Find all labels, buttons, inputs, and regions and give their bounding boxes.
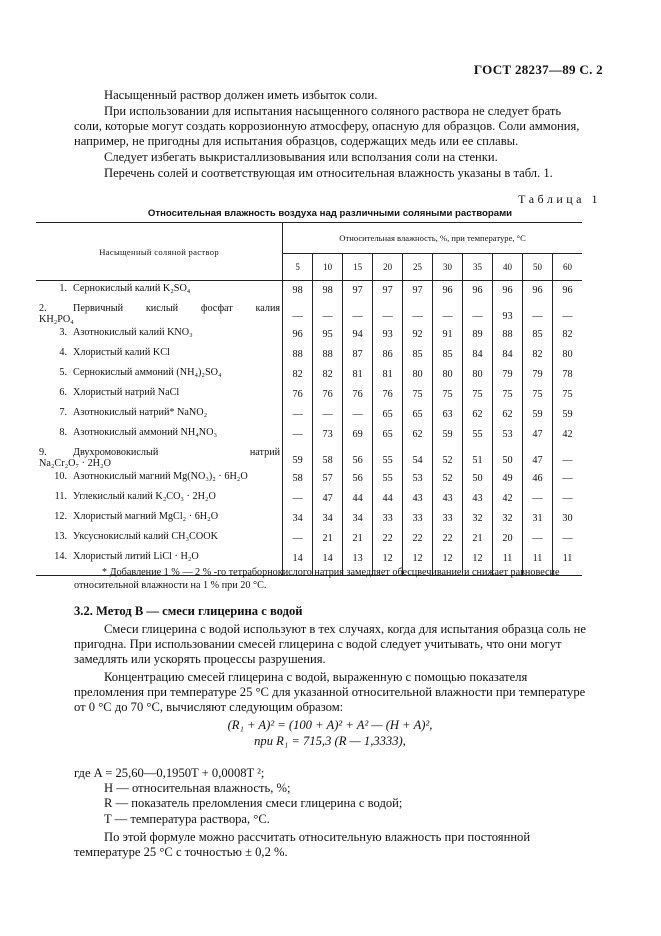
humidity-value: 43 bbox=[433, 489, 463, 509]
humidity-value: 51 bbox=[463, 445, 493, 469]
humidity-value: 47 bbox=[313, 489, 343, 509]
humidity-value: 92 bbox=[403, 325, 433, 345]
humidity-value: — bbox=[283, 489, 313, 509]
humidity-value: — bbox=[283, 529, 313, 549]
humidity-value: 13 bbox=[343, 549, 373, 576]
salt-name: Сернокислый калий K₂SO₄ bbox=[73, 283, 191, 294]
humidity-value: 52 bbox=[433, 445, 463, 469]
salt-name-cell bbox=[36, 529, 283, 549]
humidity-value: 76 bbox=[283, 385, 313, 405]
humidity-value: 73 bbox=[313, 425, 343, 445]
humidity-value: 22 bbox=[433, 529, 463, 549]
table-row bbox=[36, 345, 582, 365]
humidity-value: 96 bbox=[523, 281, 553, 302]
salt-name-cell bbox=[36, 325, 283, 345]
humidity-value: 65 bbox=[373, 425, 403, 445]
table-row bbox=[36, 301, 582, 325]
humidity-value: 44 bbox=[343, 489, 373, 509]
legend-h: H — относительная влажность, %; bbox=[104, 781, 291, 796]
humidity-value: — bbox=[403, 301, 433, 325]
humidity-value: — bbox=[283, 425, 313, 445]
humidity-value: 75 bbox=[552, 385, 582, 405]
humidity-value: 21 bbox=[343, 529, 373, 549]
humidity-value: 43 bbox=[403, 489, 433, 509]
humidity-value: 52 bbox=[433, 469, 463, 489]
row-number: 4. bbox=[59, 347, 67, 358]
humidity-value: 11 bbox=[493, 549, 523, 576]
humidity-value: — bbox=[552, 489, 582, 509]
table-row bbox=[36, 425, 582, 445]
humidity-value: 80 bbox=[463, 365, 493, 385]
humidity-value: 75 bbox=[433, 385, 463, 405]
temperature-header: 10 bbox=[313, 254, 343, 281]
humidity-value: 97 bbox=[373, 281, 403, 302]
humidity-value: 88 bbox=[283, 345, 313, 365]
humidity-value: 76 bbox=[373, 385, 403, 405]
humidity-value: 22 bbox=[373, 529, 403, 549]
humidity-value: 47 bbox=[523, 425, 553, 445]
paragraph-table-ref: Перечень солей и соответствующая им относительная влажность указаны в табл. 1. bbox=[104, 166, 553, 180]
humidity-value: 96 bbox=[433, 281, 463, 302]
paragraph-saturated: Насыщенный раствор должен иметь избыток соли. bbox=[104, 88, 378, 102]
salt-name-cell bbox=[36, 385, 283, 405]
humidity-value: 50 bbox=[463, 469, 493, 489]
formula-legend bbox=[74, 766, 586, 827]
humidity-value: 86 bbox=[373, 345, 403, 365]
column-header-humidity-group: Относительная влажность, %, при температуре, °С bbox=[283, 223, 582, 254]
humidity-value: 62 bbox=[463, 405, 493, 425]
humidity-value: 14 bbox=[283, 549, 313, 576]
row-number: 3. bbox=[59, 327, 67, 338]
humidity-value: 75 bbox=[463, 385, 493, 405]
humidity-value: — bbox=[433, 301, 463, 325]
humidity-value: 75 bbox=[493, 385, 523, 405]
humidity-value: 93 bbox=[493, 301, 523, 325]
table-row bbox=[36, 385, 582, 405]
humidity-value: 30 bbox=[552, 509, 582, 529]
humidity-value: 55 bbox=[373, 469, 403, 489]
column-header-solution: Насыщенный соляной раствор bbox=[36, 223, 283, 281]
humidity-value: 11 bbox=[552, 549, 582, 576]
humidity-value: 32 bbox=[493, 509, 523, 529]
humidity-value: 80 bbox=[433, 365, 463, 385]
salt-name: Хлористый магний MgCl₂ · 6H₂O bbox=[73, 511, 219, 522]
humidity-value: 21 bbox=[463, 529, 493, 549]
temperature-header: 60 bbox=[552, 254, 582, 281]
row-number: 12. bbox=[54, 511, 67, 522]
salt-name-cell bbox=[36, 509, 283, 529]
salt-name-cell bbox=[36, 469, 283, 489]
temperature-header: 5 bbox=[283, 254, 313, 281]
salt-name: Азотнокислый натрий* NaNO₂ bbox=[73, 407, 208, 418]
table-row bbox=[36, 281, 582, 302]
salt-name-cell bbox=[36, 489, 283, 509]
humidity-value: 75 bbox=[403, 385, 433, 405]
humidity-value: 56 bbox=[343, 445, 373, 469]
paragraph-crystallization: Следует избегать выкристаллизовывания или всползания соли на стенки. bbox=[104, 150, 498, 164]
humidity-value: — bbox=[552, 469, 582, 489]
salt-name: Азотнокислый магний Mg(NO₃)₂ · 6H₂O bbox=[73, 471, 248, 482]
humidity-value: — bbox=[552, 529, 582, 549]
humidity-value: 97 bbox=[403, 281, 433, 302]
salt-name-cell bbox=[36, 281, 283, 302]
table-caption: Относительная влажность воздуха над различными соляными растворами bbox=[147, 208, 513, 219]
salt-name: Хлористый литий LiCl · H₂O bbox=[73, 551, 199, 562]
humidity-value: 82 bbox=[313, 365, 343, 385]
salt-name-cell bbox=[36, 405, 283, 425]
humidity-value: — bbox=[283, 301, 313, 325]
temperature-header: 35 bbox=[463, 254, 493, 281]
humidity-value: 85 bbox=[523, 325, 553, 345]
humidity-value: 94 bbox=[343, 325, 373, 345]
paragraph-accuracy: По этой формуле можно рассчитать относительную влажность при постоянной температуре 25 °С с точностью ± 0,2 %. bbox=[74, 830, 531, 860]
row-number: 6. bbox=[59, 387, 67, 398]
humidity-value: 59 bbox=[523, 405, 553, 425]
humidity-value: 12 bbox=[433, 549, 463, 576]
formula-condition: при R₁ = 715,3 (R — 1,3333), bbox=[254, 734, 406, 748]
humidity-value: — bbox=[343, 301, 373, 325]
table-row bbox=[36, 405, 582, 425]
paragraph-salt-usage: При использовании для испытания насыщенного соляного раствора не следует брать соли, которые могут создать коррозионную атмосферу, опасную для образцов. Соли аммония, например, не пригодны для испытания образцов, содержащих медь или ее сплавы. bbox=[74, 104, 580, 149]
page-header: ГОСТ 28237—89 С. 2 bbox=[473, 62, 603, 77]
table-row bbox=[36, 445, 582, 469]
salt-name: Хлористый натрий NaCl bbox=[73, 387, 180, 398]
humidity-value: 59 bbox=[283, 445, 313, 469]
legend-t: T — температура раствора, °С. bbox=[104, 811, 270, 826]
humidity-value: 91 bbox=[433, 325, 463, 345]
salt-name: Азотнокислый аммоний NH₄NO₃ bbox=[73, 427, 218, 438]
row-number: 10. bbox=[54, 471, 67, 482]
humidity-value: 96 bbox=[283, 325, 313, 345]
humidity-value: 76 bbox=[313, 385, 343, 405]
humidity-value: 12 bbox=[463, 549, 493, 576]
table-row bbox=[36, 529, 582, 549]
humidity-value: 14 bbox=[313, 549, 343, 576]
salt-name-cell bbox=[36, 425, 283, 445]
salt-name-cell bbox=[36, 345, 283, 365]
humidity-value: — bbox=[313, 301, 343, 325]
humidity-value: 80 bbox=[403, 365, 433, 385]
salt-name: Сернокислый аммоний (NH₄)₂SO₄ bbox=[73, 367, 222, 378]
humidity-value: 80 bbox=[552, 345, 582, 365]
humidity-value: 46 bbox=[523, 469, 553, 489]
legend-a: где A = 25,60—0,1950T + 0,0008T ²; bbox=[74, 766, 265, 780]
humidity-value: 84 bbox=[463, 345, 493, 365]
humidity-value: 34 bbox=[283, 509, 313, 529]
humidity-value: — bbox=[373, 301, 403, 325]
humidity-value: 47 bbox=[523, 445, 553, 469]
humidity-value: 95 bbox=[313, 325, 343, 345]
humidity-value: 42 bbox=[493, 489, 523, 509]
humidity-value: 89 bbox=[463, 325, 493, 345]
humidity-value: — bbox=[552, 301, 582, 325]
humidity-value: 97 bbox=[343, 281, 373, 302]
humidity-value: 96 bbox=[463, 281, 493, 302]
humidity-value: 88 bbox=[493, 325, 523, 345]
humidity-value: 33 bbox=[403, 509, 433, 529]
table-footnote: * Добавление 1 % — 2 % -го тетраборнокислого натрия замедляет обесцвечивание и снижает равновесие относительной влажности на 1 % при 20 °С. bbox=[74, 567, 560, 591]
table-row bbox=[36, 509, 582, 529]
humidity-value: 65 bbox=[373, 405, 403, 425]
temperature-header: 30 bbox=[433, 254, 463, 281]
legend-r: R — показатель преломления смеси глицерина с водой; bbox=[104, 796, 403, 811]
salt-formula: Na₂Cr₂O₇ · 2H₂O bbox=[39, 458, 111, 469]
humidity-value: 62 bbox=[493, 405, 523, 425]
humidity-value: 79 bbox=[523, 365, 553, 385]
humidity-value: 21 bbox=[313, 529, 343, 549]
temperature-header: 25 bbox=[403, 254, 433, 281]
humidity-value: 81 bbox=[343, 365, 373, 385]
humidity-value: — bbox=[523, 301, 553, 325]
humidity-value: 88 bbox=[313, 345, 343, 365]
humidity-value: 98 bbox=[313, 281, 343, 302]
temperature-header: 20 bbox=[373, 254, 403, 281]
salt-name: Первичный кислый фосфат калия bbox=[73, 303, 281, 314]
salt-name: Азотнокислый калий KNO₃ bbox=[73, 327, 193, 338]
humidity-value: 55 bbox=[373, 445, 403, 469]
humidity-value: 63 bbox=[433, 405, 463, 425]
humidity-value: — bbox=[283, 405, 313, 425]
table-row bbox=[36, 469, 582, 489]
humidity-value: 58 bbox=[313, 445, 343, 469]
humidity-value: 44 bbox=[373, 489, 403, 509]
temperature-header: 50 bbox=[523, 254, 553, 281]
humidity-value: 53 bbox=[403, 469, 433, 489]
salt-name: Двухромовокислый натрий bbox=[73, 447, 281, 458]
humidity-value: 76 bbox=[343, 385, 373, 405]
humidity-value: 85 bbox=[433, 345, 463, 365]
humidity-value: 11 bbox=[523, 549, 553, 576]
row-number: 5. bbox=[59, 367, 67, 378]
humidity-value: 42 bbox=[552, 425, 582, 445]
salt-name: Уксуснокислый калий CH₃COOK bbox=[73, 531, 218, 542]
humidity-value: 12 bbox=[373, 549, 403, 576]
humidity-value: 82 bbox=[552, 325, 582, 345]
humidity-value: — bbox=[313, 405, 343, 425]
salt-name-cell bbox=[36, 301, 283, 325]
humidity-value: 55 bbox=[463, 425, 493, 445]
humidity-value: 59 bbox=[552, 405, 582, 425]
humidity-value: 32 bbox=[463, 509, 493, 529]
row-number: 14. bbox=[54, 551, 67, 562]
humidity-value: — bbox=[343, 405, 373, 425]
humidity-value: 93 bbox=[373, 325, 403, 345]
humidity-value: 33 bbox=[373, 509, 403, 529]
table-row bbox=[36, 489, 582, 509]
section-heading: 3.2. Метод В — смеси глицерина с водой bbox=[74, 604, 303, 618]
humidity-value: 53 bbox=[493, 425, 523, 445]
table-row bbox=[36, 325, 582, 345]
humidity-value: 58 bbox=[283, 469, 313, 489]
temperature-header: 40 bbox=[493, 254, 523, 281]
humidity-value: 65 bbox=[403, 405, 433, 425]
humidity-table bbox=[36, 222, 582, 576]
humidity-value: 56 bbox=[343, 469, 373, 489]
humidity-value: 20 bbox=[493, 529, 523, 549]
humidity-value: 50 bbox=[493, 445, 523, 469]
humidity-value: 79 bbox=[493, 365, 523, 385]
humidity-value: 49 bbox=[493, 469, 523, 489]
salt-name-cell bbox=[36, 365, 283, 385]
humidity-value: 12 bbox=[403, 549, 433, 576]
humidity-value: 82 bbox=[283, 365, 313, 385]
salt-name: Углекислый калий K₂CO₃ · 2H₂O bbox=[73, 491, 216, 502]
humidity-value: 82 bbox=[523, 345, 553, 365]
humidity-value: 96 bbox=[493, 281, 523, 302]
humidity-value: 85 bbox=[403, 345, 433, 365]
salt-formula: KH₂PO₄ bbox=[39, 314, 74, 325]
humidity-value: 69 bbox=[343, 425, 373, 445]
formula-main: (R₁ + A)² = (100 + A)² + A² — (H + A)², bbox=[227, 718, 433, 732]
humidity-value: — bbox=[552, 445, 582, 469]
humidity-value: 54 bbox=[403, 445, 433, 469]
table-row bbox=[36, 365, 582, 385]
humidity-value: 84 bbox=[493, 345, 523, 365]
humidity-value: — bbox=[523, 489, 553, 509]
row-number: 13. bbox=[54, 531, 67, 542]
humidity-value: 87 bbox=[343, 345, 373, 365]
row-number: 2. bbox=[39, 303, 47, 314]
humidity-value: — bbox=[523, 529, 553, 549]
humidity-value: 59 bbox=[433, 425, 463, 445]
humidity-value: 75 bbox=[523, 385, 553, 405]
humidity-value: 98 bbox=[283, 281, 313, 302]
humidity-value: 33 bbox=[433, 509, 463, 529]
row-number: 11. bbox=[54, 491, 67, 502]
table-label: Таблица 1 bbox=[518, 192, 601, 206]
humidity-value: 31 bbox=[523, 509, 553, 529]
humidity-value: 57 bbox=[313, 469, 343, 489]
humidity-value: 34 bbox=[313, 509, 343, 529]
humidity-value: 22 bbox=[403, 529, 433, 549]
humidity-value: 96 bbox=[552, 281, 582, 302]
temperature-header: 15 bbox=[343, 254, 373, 281]
row-number: 8. bbox=[59, 427, 67, 438]
row-number: 9. bbox=[39, 447, 47, 458]
paragraph-glycerin-usage: Смеси глицерина с водой используют в тех случаях, когда для испытания образца соль не пригодна. При использовании смесей глицерина с водой следует учитывать, что они могут замедлять или ускорять процессы разрушения. bbox=[74, 622, 586, 667]
row-number: 7. bbox=[59, 407, 67, 418]
humidity-value: 43 bbox=[463, 489, 493, 509]
humidity-value: 78 bbox=[552, 365, 582, 385]
humidity-value: — bbox=[463, 301, 493, 325]
humidity-value: 81 bbox=[373, 365, 403, 385]
salt-name-cell bbox=[36, 445, 283, 469]
humidity-value: 62 bbox=[403, 425, 433, 445]
row-number: 1. bbox=[59, 283, 67, 294]
salt-name: Хлористый калий KCl bbox=[73, 347, 170, 358]
table-body bbox=[36, 281, 582, 576]
paragraph-concentration: Концентрацию смесей глицерина с водой, выраженную с помощью показателя преломления при температуре 25 °С для указанной относительной влажности при температуре от 0 °С до 70 °С, вычисляют следующим образом: bbox=[74, 670, 586, 715]
humidity-value: 34 bbox=[343, 509, 373, 529]
